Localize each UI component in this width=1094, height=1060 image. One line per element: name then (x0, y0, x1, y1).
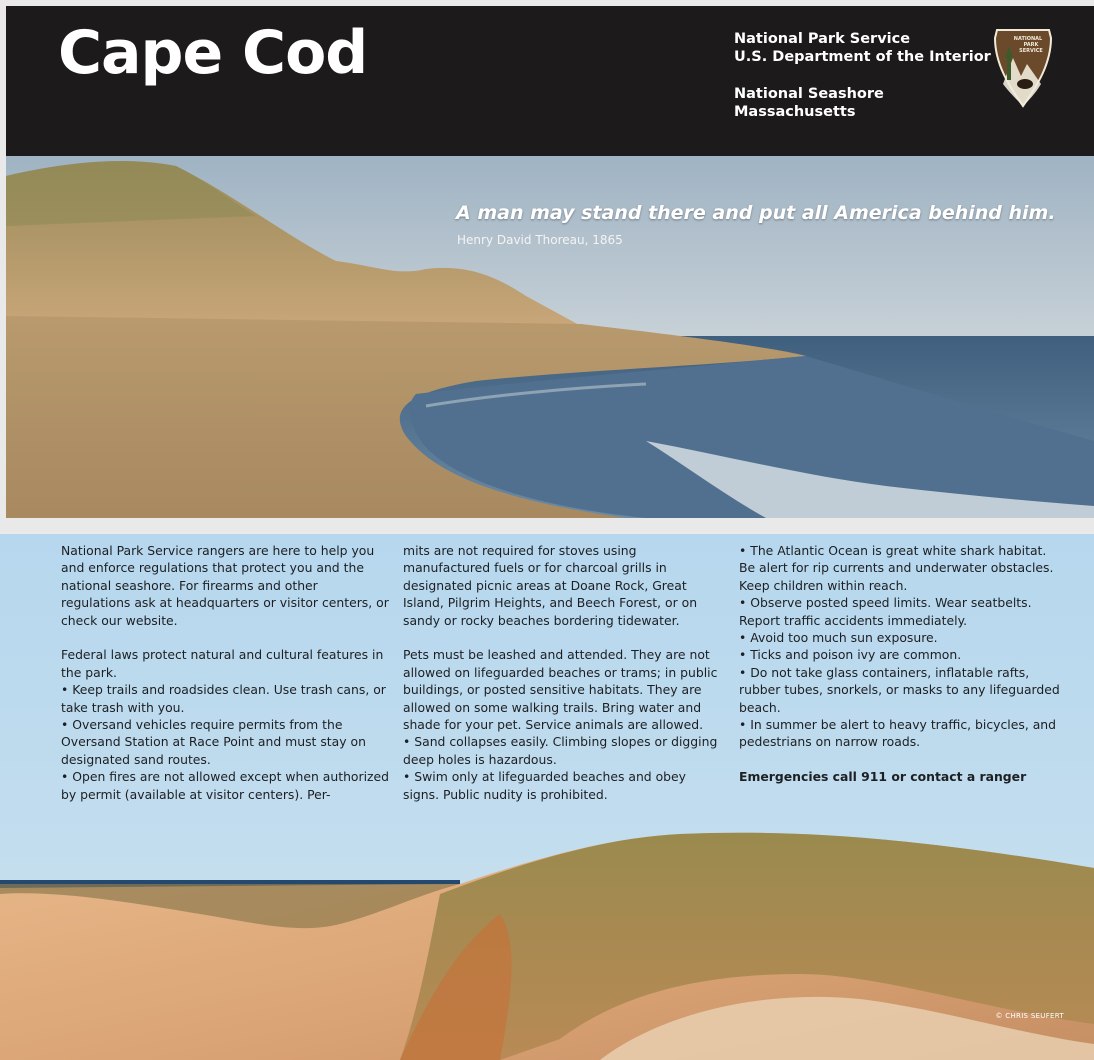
unit-state: Massachusetts (734, 104, 856, 120)
title-band (6, 6, 1094, 156)
federal-laws-heading: Federal laws protect natural and cultural features in the park. (61, 647, 384, 680)
regulations-column-2 (403, 542, 725, 803)
brochure-cover-panel (6, 6, 1094, 518)
unit-block (734, 85, 884, 121)
pets-text: Pets must be leashed and attended. They are not allowed on lifeguarded beaches or trams; in public buildings, or posted sensitive habitats. They are allowed on some walking trails. Bring water and shade for your pet. Service animals are allowed. (403, 647, 718, 733)
rule-item: • Avoid too much sun exposure. (739, 630, 938, 646)
rule-item: • Observe posted speed limits. Wear seatbelts. Report traffic accidents immediately. (739, 595, 1032, 628)
rule-item: • Do not take glass containers, inflatable rafts, rubber tubes, snorkels, or masks to any lifeguarded beach. (739, 664, 1060, 715)
quote-attribution: Henry David Thoreau, 1865 (457, 233, 623, 247)
emblem-text-1: NATIONAL (1013, 36, 1043, 42)
regulations-column-3 (739, 542, 1061, 785)
regulations-panel (0, 534, 1094, 1060)
rule-item: • Open fires are not allowed except when authorized by permit (available at visitor centers). Per- (61, 769, 390, 802)
photo-credit: © CHRIS SEUFERT (995, 1012, 1064, 1020)
rule-item: • In summer be alert to heavy traffic, bicycles, and pedestrians on narrow roads. (739, 717, 1057, 750)
regulations-column-1 (61, 542, 391, 803)
rule-item: • Keep trails and roadsides clean. Use trash cans, or take trash with you. (61, 682, 386, 715)
unit-type: National Seashore (734, 86, 884, 102)
agency-block (734, 30, 991, 66)
department-name: U.S. Department of the Interior (734, 49, 991, 65)
emblem-text-3: SERVICE (1019, 48, 1043, 54)
rule-item: • Ticks and poison ivy are common. (739, 647, 962, 663)
ranger-intro: National Park Service rangers are here to help you and enforce regulations that protect you and the national seashore. For firearms and other regulations ask at headquarters or visitor centers, or check our website. (61, 543, 389, 628)
grass-dune-photo (0, 824, 1094, 1060)
rule-item: • Sand collapses easily. Climbing slopes or digging deep holes is hazardous. (403, 734, 718, 767)
agency-name: National Park Service (734, 31, 911, 47)
fire-permit-text: mits are not required for stoves using manufactured fuels or for charcoal grills in designated picnic areas at Doane Rock, Great Island, Pilgrim Heights, and Beech Forest, or on sandy or rocky beaches bordering tidewater. (403, 543, 698, 628)
rule-item: • The Atlantic Ocean is great white shark habitat. Be alert for rip currents and underwater obstacles. Keep children within reach. (739, 543, 1054, 593)
nps-arrowhead-logo (991, 24, 1055, 108)
rule-item: • Swim only at lifeguarded beaches and obey signs. Public nudity is prohibited. (403, 769, 686, 802)
thoreau-quote: A man may stand there and put all America behind him. (456, 202, 1056, 224)
emblem-text-2: PARK (1023, 42, 1039, 48)
rule-item: • Oversand vehicles require permits from the Oversand Station at Race Point and must stay on designated sand routes. (61, 717, 366, 767)
emergency-notice: Emergencies call 911 or contact a ranger (739, 768, 1027, 784)
page-title: Cape Cod (58, 18, 368, 88)
